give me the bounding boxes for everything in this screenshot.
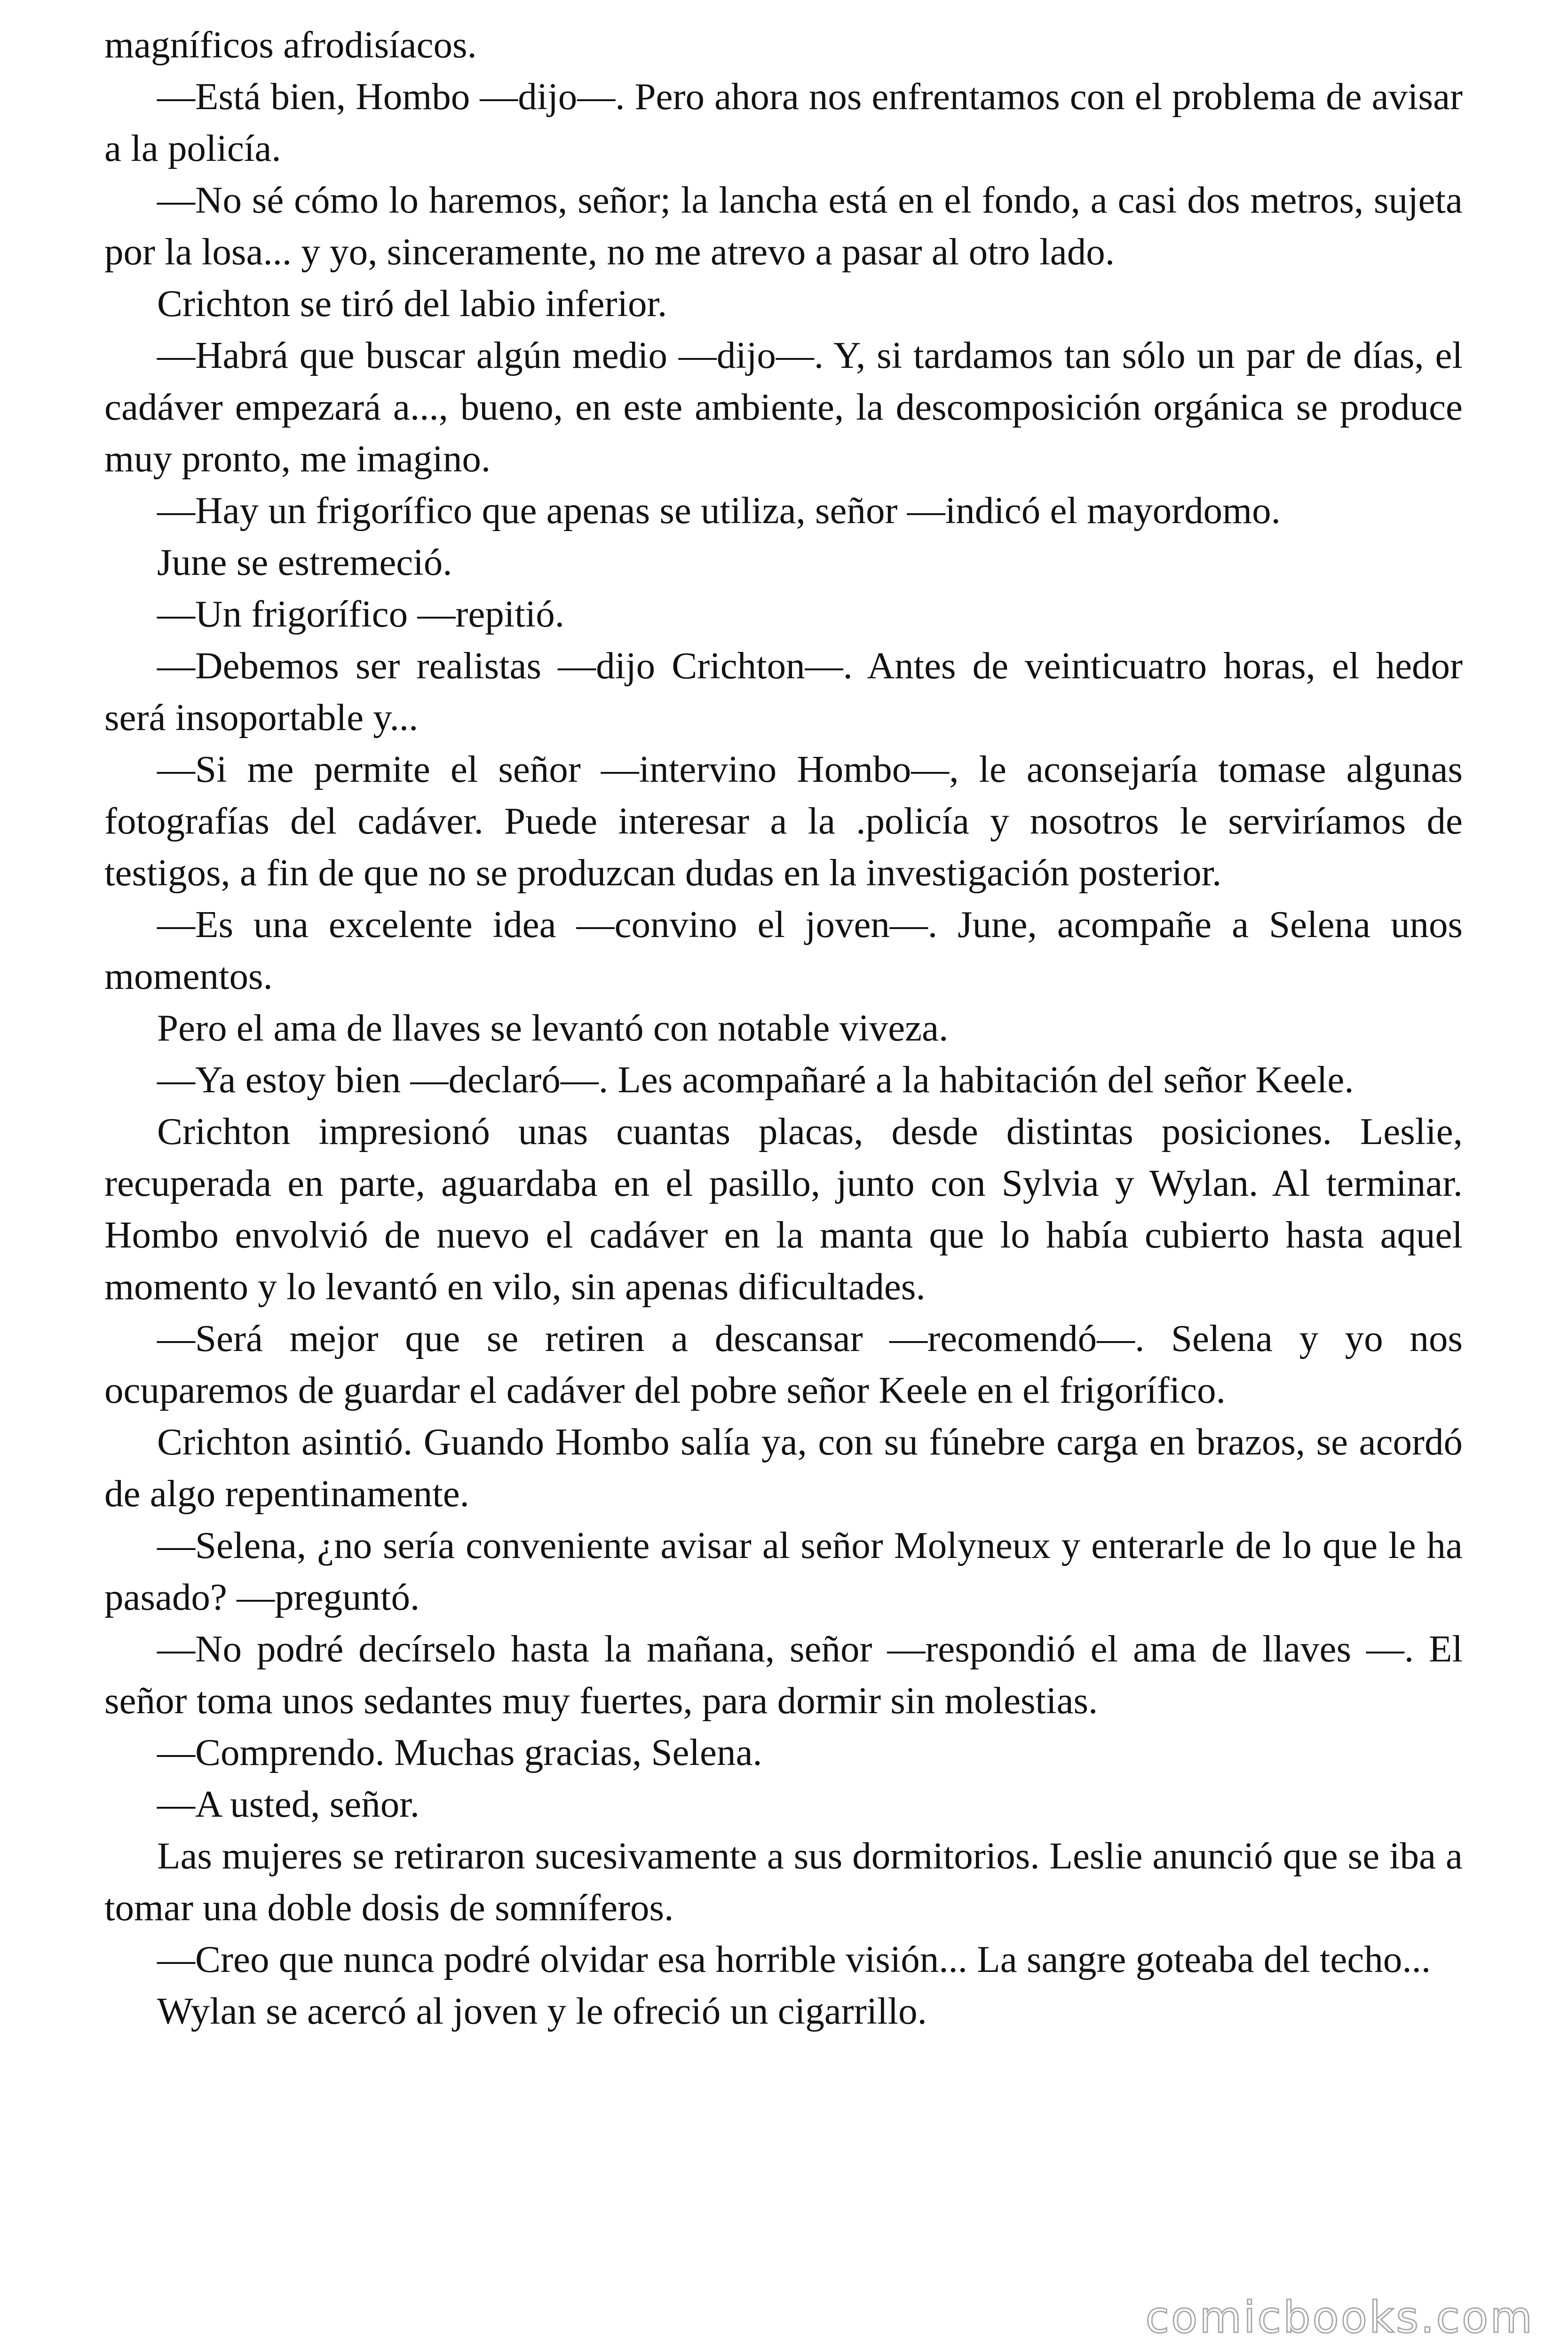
paragraph: Las mujeres se retiraron sucesivamente a sus dormitorios. Leslie anunció que se iba a tomar una doble dosis de somníferos. [104, 1835, 1463, 1929]
paragraph: —No sé cómo lo haremos, señor; la lancha está en el fondo, a casi dos metros, sujeta por la losa... y yo, sinceramente, no me atrevo a pasar al otro lado. [104, 179, 1463, 273]
paragraph: —No podré decírselo hasta la mañana, señor —respondió el ama de llaves —. El señor toma unos sedantes muy fuertes, para dormir sin molestias. [104, 1628, 1463, 1722]
paragraph: Crichton se tiró del labio inferior. [157, 282, 667, 325]
paragraph: —Hay un frigorífico que apenas se utiliza, señor —indicó el mayordomo. [157, 489, 1281, 532]
paragraph: —Será mejor que se retiren a descansar —recomendó—. Selena y yo nos ocuparemos de guardar el cadáver del pobre señor Keele en el frigorífico. [104, 1317, 1463, 1411]
paragraph: —Comprendo. Muchas gracias, Selena. [157, 1731, 762, 1773]
paragraph: —Selena, ¿no sería conveniente avisar al señor Molyneux y enterarle de lo que le ha pasado? —preguntó. [104, 1524, 1463, 1618]
paragraph: —Un frigorífico —repitió. [157, 593, 565, 635]
paragraph: —Ya estoy bien —declaró—. Les acompañaré a la habitación del señor Keele. [157, 1058, 1354, 1101]
watermark: comicbooks.com [1145, 2292, 1534, 2343]
paragraph: —A usted, señor. [157, 1783, 420, 1825]
paragraph: —Habrá que buscar algún medio —dijo—. Y, si tardamos tan sólo un par de días, el cadáver empezará a..., bueno, en este ambiente, la descomposición orgánica se produce muy pronto, me imagino. [104, 334, 1463, 480]
paragraph: —Debemos ser realistas —dijo Crichton—. Antes de veinticuatro horas, el hedor será insoportable y... [104, 644, 1463, 739]
paragraph: Crichton asintió. Guando Hombo salía ya, con su fúnebre carga en brazos, se acordó de algo repentinamente. [104, 1421, 1463, 1515]
paragraph: —Es una excelente idea —convino el joven—. June, acompañe a Selena unos momentos. [104, 903, 1463, 997]
paragraph: —Está bien, Hombo —dijo—. Pero ahora nos enfrentamos con el problema de avisar a la policía. [104, 75, 1463, 169]
paragraph: Pero el ama de llaves se levantó con notable viveza. [157, 1007, 949, 1049]
paragraph: magníficos afrodisíacos. [104, 24, 477, 66]
paragraph: —Si me permite el señor —intervino Hombo—, le aconsejaría tomase algunas fotografías del cadáver. Puede interesar a la .policía y nosotros le serviríamos de testigos, a fin de que no se produzcan dudas en la investigación posterior. [104, 748, 1463, 894]
page-text [104, 19, 1463, 2037]
paragraph: —Creo que nunca podré olvidar esa horrible visión... La sangre goteaba del techo... [157, 1938, 1431, 1980]
paragraph: June se estremeció. [157, 541, 452, 583]
paragraph: Crichton impresionó unas cuantas placas, desde distintas posiciones. Leslie, recuperada en parte, aguardaba en el pasillo, junto con Sylvia y Wylan. Al terminar. Hombo envolvió de nuevo el cadáver en la manta que lo había cubierto hasta aquel momento y lo levantó en vilo, sin apenas dificultades. [104, 1110, 1463, 1308]
paragraph: Wylan se acercó al joven y le ofreció un cigarrillo. [157, 1990, 927, 2032]
